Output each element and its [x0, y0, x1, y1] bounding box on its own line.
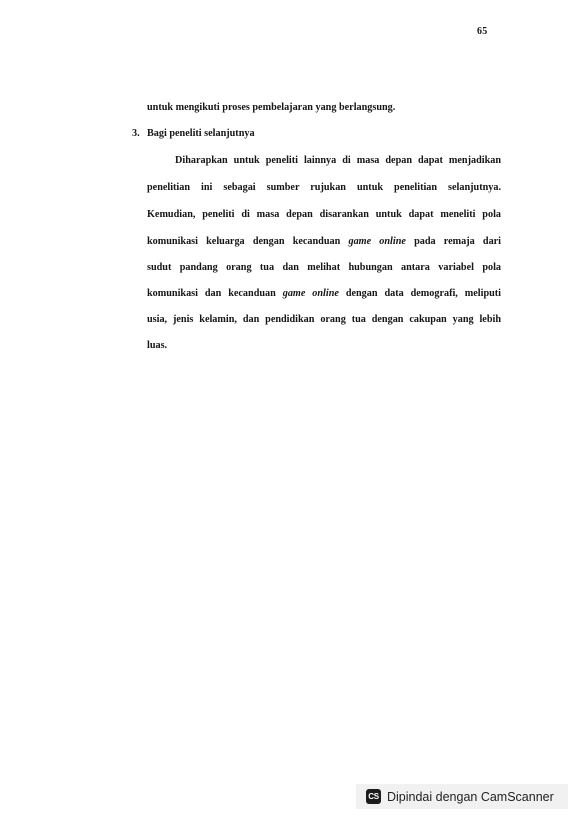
paragraph-continuation: untuk mengikuti proses pembelajaran yang berlangsung.	[147, 102, 396, 113]
body-line-5: sudut pandang orang tua dan melihat hubungan antara variabel pola	[147, 262, 501, 273]
body-line-4-start: komunikasi keluarga dengan kecanduan	[147, 236, 341, 247]
body-line-6	[147, 288, 501, 300]
body-line-3: Kemudian, peneliti di masa depan disarankan untuk dapat meneliti pola	[147, 209, 501, 220]
list-item-heading: Bagi peneliti selanjutnya	[147, 128, 255, 139]
game-online-term: game online	[282, 288, 339, 299]
body-line-7: usia, jenis kelamin, dan pendidikan orang tua dengan cakupan yang lebih	[147, 314, 501, 325]
camscanner-logo-icon: CS	[366, 789, 381, 804]
body-line-4	[147, 236, 501, 248]
page-number: 65	[477, 26, 488, 37]
body-line-2: penelitian ini sebagai sumber rujukan untuk penelitian selanjutnya.	[147, 182, 501, 193]
watermark-text: Dipindai dengan CamScanner	[387, 789, 554, 804]
body-line-8: luas.	[147, 340, 168, 351]
body-line-1: Diharapkan untuk peneliti lainnya di masa depan dapat menjadikan	[175, 155, 501, 166]
body-line-6-end: dengan data demografi, meliputi	[345, 288, 501, 299]
body-line-4-end: pada remaja dari	[414, 236, 502, 247]
body-line-6-start: komunikasi dan kecanduan	[147, 288, 276, 299]
game-online-term: game online	[348, 236, 406, 247]
list-item-number: 3.	[132, 128, 140, 139]
camscanner-watermark	[356, 784, 568, 809]
